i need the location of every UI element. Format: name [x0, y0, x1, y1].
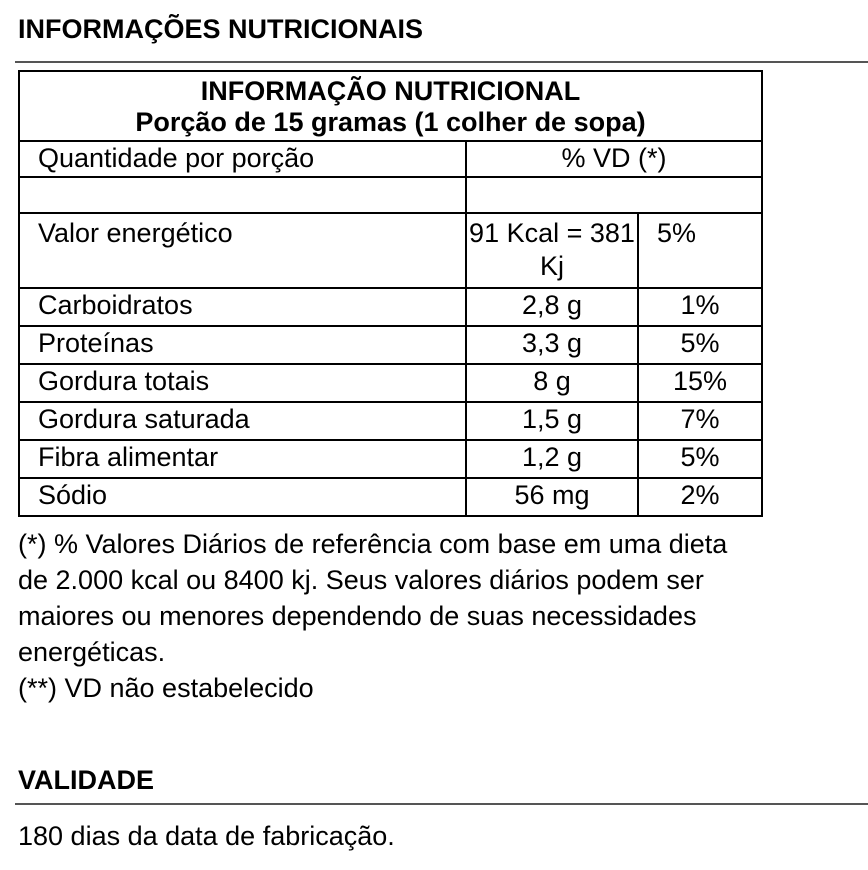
footnote-line: maiores ou menores dependendo de suas necessidades: [18, 601, 697, 631]
footnote-line: energéticas.: [18, 637, 166, 667]
table-row: [19, 402, 762, 440]
nutrient-value: 8 g: [466, 364, 638, 402]
nutrient-value: 1,2 g: [466, 440, 638, 478]
nutrient-vd: 15%: [638, 364, 762, 402]
nutrient-label: Gordura totais: [19, 364, 466, 402]
table-row: [19, 213, 762, 288]
nutrient-label: Valor energético: [19, 213, 466, 288]
nutrient-label: Gordura saturada: [19, 402, 466, 440]
section-title-nutritional-info: INFORMAÇÕES NUTRICIONAIS: [18, 14, 423, 44]
section-title-validity: VALIDADE: [18, 765, 155, 795]
table-row: [19, 326, 762, 364]
section-divider: [15, 803, 868, 805]
table-row: [19, 288, 762, 326]
nutrient-label: Sódio: [19, 478, 466, 516]
column-header-vd: % VD (*): [466, 141, 762, 177]
column-header-quantity: Quantidade por porção: [19, 141, 466, 177]
nutrient-vd: 5%: [638, 326, 762, 364]
table-row: [19, 440, 762, 478]
serving-size: Porção de 15 gramas (1 colher de sopa): [135, 107, 646, 137]
nutrient-vd: 5%: [638, 213, 762, 288]
nutrient-vd: 2%: [638, 478, 762, 516]
nutrient-label: Carboidratos: [19, 288, 466, 326]
footnote-line: (*) % Valores Diários de referência com base em uma dieta: [18, 529, 728, 559]
section-divider: [15, 61, 868, 63]
footnote-line: (**) VD não estabelecido: [18, 673, 314, 703]
nutrient-value: 3,3 g: [466, 326, 638, 364]
nutrient-vd: 1%: [638, 288, 762, 326]
table-title: INFORMAÇÃO NUTRICIONAL: [200, 76, 581, 106]
nutrition-facts-table: [18, 70, 763, 517]
nutrient-label: Fibra alimentar: [19, 440, 466, 478]
blank-cell: [19, 177, 466, 213]
nutrient-vd: 5%: [638, 440, 762, 478]
nutrient-value: 1,5 g: [466, 402, 638, 440]
nutrient-vd: 7%: [638, 402, 762, 440]
table-row: [19, 364, 762, 402]
nutrient-value: 91 Kcal = 381 Kj: [466, 213, 638, 288]
nutrient-value: 2,8 g: [466, 288, 638, 326]
blank-cell: [466, 177, 762, 213]
table-row: [19, 478, 762, 516]
validity-text: 180 dias da data de fabricação.: [18, 821, 395, 851]
footnote-line: de 2.000 kcal ou 8400 kj. Seus valores diários podem ser: [18, 565, 704, 595]
table-header: [19, 71, 762, 141]
nutrient-label: Proteínas: [19, 326, 466, 364]
nutrient-value: 56 mg: [466, 478, 638, 516]
footnote: [18, 526, 868, 706]
